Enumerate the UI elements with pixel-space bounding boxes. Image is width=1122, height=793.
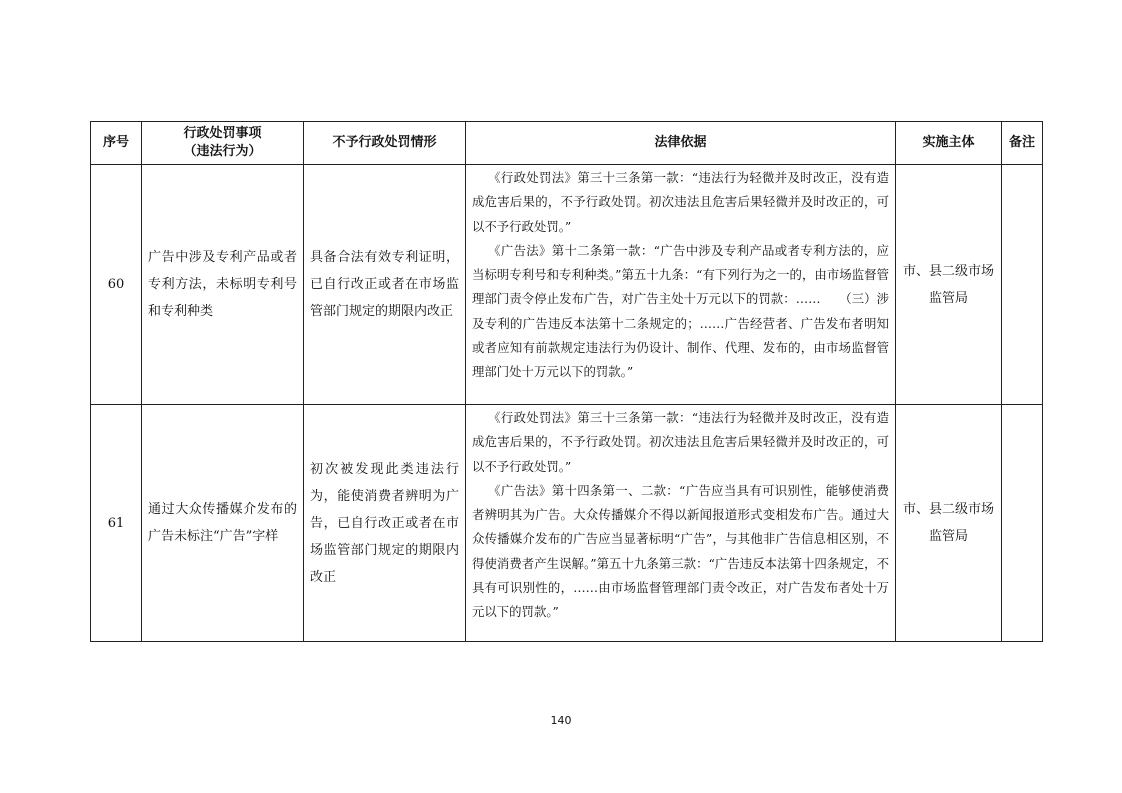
implementing-body: 市、县二级市场监管局 — [896, 405, 1002, 642]
header-basis: 法律依据 — [466, 122, 896, 165]
header-item-line2: （违法行为） — [183, 144, 262, 159]
header-note: 备注 — [1002, 122, 1043, 165]
legal-basis — [466, 405, 896, 642]
legal-basis — [466, 165, 896, 405]
note-cell — [1002, 405, 1043, 642]
header-serial: 序号 — [91, 122, 142, 165]
table-row — [91, 405, 1043, 642]
legal-basis-paragraph: 《行政处罚法》第三十三条第一款：“违法行为轻微并及时改正，没有造成危害后果的，不予行政处罚。初次违法且危害后果轻微并及时改正的，可以不予行政处罚。” — [472, 410, 889, 474]
header-row — [91, 122, 1043, 165]
legal-basis-paragraph: 《广告法》第十二条第一款：“广告中涉及专利产品或者专利方法的，应当标明专利号和专利种类。”第五十九条：“有下列行为之一的，由市场监督管理部门责令停止发布广告，对广告主处十万元以下的罚款：…… （三）涉及专利的广告违反本法第十二条规定的；……广告经营者、广告发布者明知或者应知有前款规定违法行为仍设计、制作、代理、发布的，由市场监督管理部门处十万元以下的罚款。” — [472, 242, 889, 380]
legal-basis-paragraph: 《行政处罚法》第三十三条第一款：“违法行为轻微并及时改正，没有造成危害后果的，不予行政处罚。初次违法且危害后果轻微并及时改正的，可以不予行政处罚。” — [472, 170, 889, 234]
penalty-item: 广告中涉及专利产品或者专利方法，未标明专利号和专利种类 — [142, 165, 304, 405]
row-number: 61 — [91, 405, 142, 642]
row-number: 60 — [91, 165, 142, 405]
penalty-item: 通过大众传播媒介发布的广告未标注“广告”字样 — [142, 405, 304, 642]
no-penalty-condition: 初次被发现此类违法行为，能使消费者辨明为广告，已自行改正或者在市场监管部门规定的期限内改正 — [304, 405, 466, 642]
legal-basis-paragraph: 《广告法》第十四条第一、二款：“广告应当具有可识别性，能够使消费者辨明其为广告。大众传播媒介不得以新闻报道形式变相发布广告。通过大众传播媒介发布的广告应当显著标明“广告”，与其他非广告信息相区别，不得使消费者产生误解。”第五十九条第三款：“广告违反本法第十四条规定，不具有可识别性的，……由市场监督管理部门责令改正，对广告发布者处十万元以下的罚款。” — [472, 482, 889, 620]
header-no-penalty: 不予行政处罚情形 — [304, 122, 466, 165]
header-item-line1: 行政处罚事项 — [183, 126, 262, 141]
table-row — [91, 165, 1043, 405]
implementing-body: 市、县二级市场监管局 — [896, 165, 1002, 405]
penalty-table — [90, 121, 1043, 642]
no-penalty-condition: 具备合法有效专利证明，已自行改正或者在市场监管部门规定的期限内改正 — [304, 165, 466, 405]
header-item — [142, 122, 304, 165]
header-body: 实施主体 — [896, 122, 1002, 165]
note-cell — [1002, 165, 1043, 405]
page-number: 140 — [550, 714, 572, 727]
